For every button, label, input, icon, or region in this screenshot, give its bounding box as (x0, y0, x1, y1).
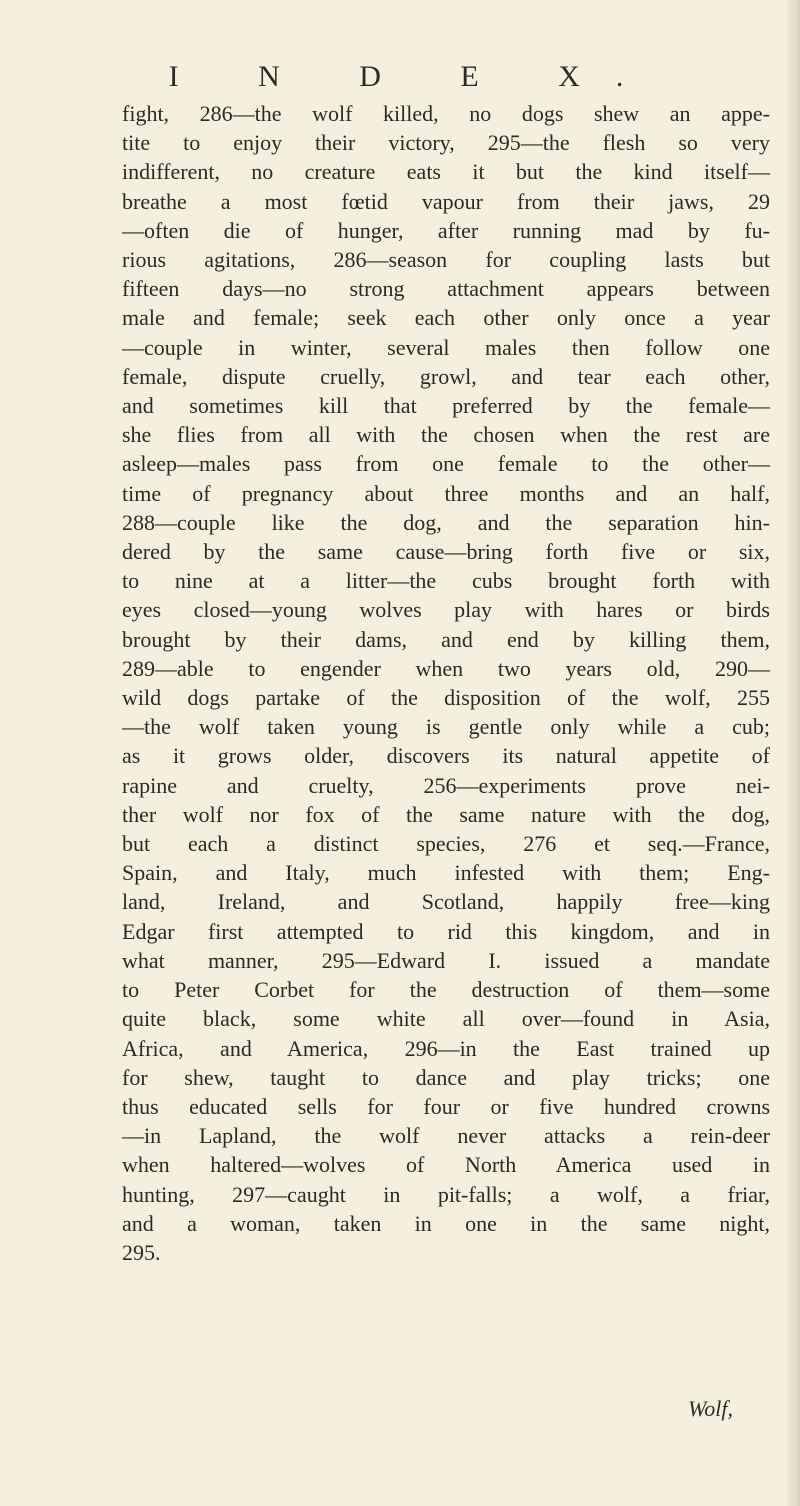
text-line: when haltered—wolves of North America used in (122, 1152, 770, 1178)
index-text-block (122, 99, 770, 1267)
text-line: to nine at a litter—the cubs brought forth with (122, 568, 770, 594)
text-line: time of pregnancy about three months and an half, (122, 480, 770, 506)
text-line: but each a distinct species, 276 et seq.—France, (122, 831, 770, 857)
text-line: Africa, and America, 296—in the East trained up (122, 1035, 770, 1061)
text-line: as it grows older, discovers its natural appetite of (122, 743, 770, 769)
text-line: to Peter Corbet for the destruction of them—some (122, 977, 770, 1003)
text-line: asleep—males pass from one female to the other— (122, 451, 770, 477)
text-line: she flies from all with the chosen when the rest are (122, 422, 770, 448)
text-line: —often die of hunger, after running mad by fu- (122, 217, 770, 243)
page-edge (788, 0, 800, 1506)
text-line: 295. (122, 1239, 161, 1265)
text-line: —couple in winter, several males then follow one (122, 334, 770, 360)
text-line: eyes closed—young wolves play with hares or birds (122, 597, 770, 623)
text-line: rious agitations, 286—season for coupling lasts but (122, 247, 770, 273)
text-line: for shew, taught to dance and play tricks; one (122, 1064, 770, 1090)
page-header: I N D E X. (168, 60, 660, 93)
catchword: Wolf, (688, 1396, 734, 1421)
text-line: breathe a most fœtid vapour from their jaws, 29 (122, 188, 770, 214)
text-line: and a woman, taken in one in the same night, (122, 1210, 770, 1236)
text-line: wild dogs partake of the disposition of the wolf, 255 (122, 685, 770, 711)
text-line: female, dispute cruelly, growl, and tear each other, (122, 363, 770, 389)
text-line: thus educated sells for four or five hundred crowns (122, 1093, 770, 1119)
text-line: dered by the same cause—bring forth five or six, (122, 539, 770, 565)
text-line: land, Ireland, and Scotland, happily free—king (122, 889, 770, 915)
text-line: what manner, 295—Edward I. issued a mandate (122, 947, 770, 973)
text-line: indifferent, no creature eats it but the kind itself— (122, 159, 770, 185)
text-line: rapine and cruelty, 256—experiments prove nei- (122, 772, 770, 798)
text-line: Edgar first attempted to rid this kingdom, and in (122, 918, 770, 944)
text-line: quite black, some white all over—found in Asia, (122, 1006, 770, 1032)
text-line: —in Lapland, the wolf never attacks a rein-deer (122, 1123, 770, 1149)
text-line: tite to enjoy their victory, 295—the flesh so very (122, 130, 770, 156)
text-line: —the wolf taken young is gentle only while a cub; (122, 714, 770, 740)
text-line: fifteen days—no strong attachment appears between (122, 276, 770, 302)
text-line: fight, 286—the wolf killed, no dogs shew an appe- (122, 101, 770, 126)
text-line: and sometimes kill that preferred by the female— (122, 393, 770, 419)
text-line: ther wolf nor fox of the same nature with the dog, (122, 801, 770, 827)
text-line: brought by their dams, and end by killing them, (122, 626, 770, 652)
text-line: male and female; seek each other only once a year (122, 305, 770, 331)
text-line: Spain, and Italy, much infested with them; Eng- (122, 860, 770, 886)
text-line: hunting, 297—caught in pit-falls; a wolf, a friar, (122, 1181, 770, 1207)
text-line: 289—able to engender when two years old, 290— (122, 655, 770, 681)
text-line: 288—couple like the dog, and the separation hin- (122, 509, 770, 535)
